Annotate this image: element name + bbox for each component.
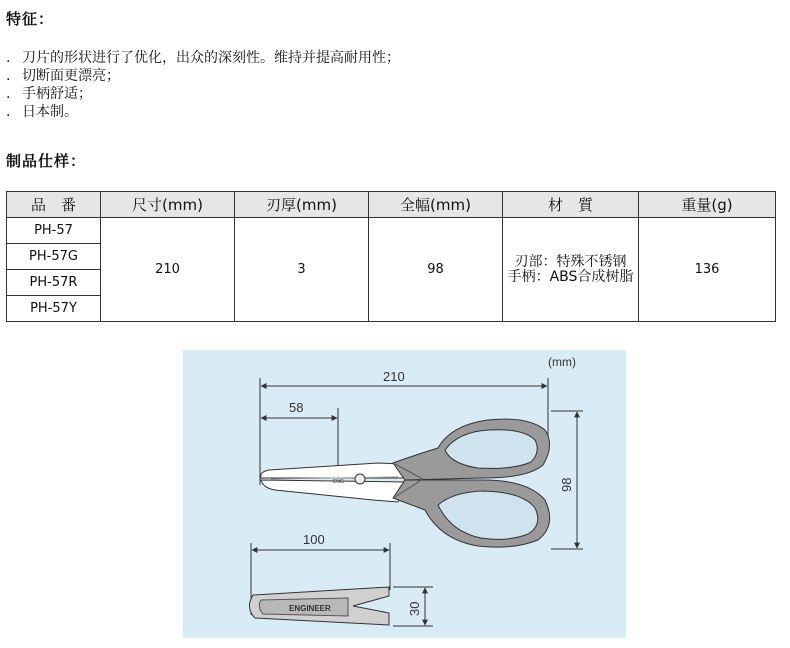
weight-cell: 136 <box>639 218 776 322</box>
pivot-screw <box>355 474 365 484</box>
column-header-thickness: 刃厚(mm) <box>235 192 369 218</box>
column-header-weight: 重量(g) <box>639 192 776 218</box>
feature-text: 日本制。 <box>22 104 78 120</box>
dimension-label-30: 30 <box>407 601 422 616</box>
column-header-size: 尺寸(mm) <box>101 192 235 218</box>
model-cell: PH-57Y <box>7 296 101 322</box>
size-cell: 210 <box>101 218 235 322</box>
model-cell: PH-57 <box>7 218 101 244</box>
list-item <box>6 85 400 103</box>
feature-text: 刀片的形状进行了优化，出众的深刻性。维持并提高耐用性； <box>22 50 400 66</box>
table-row <box>7 218 776 244</box>
list-bullet: . <box>6 50 11 66</box>
feature-list <box>6 49 400 121</box>
thickness-cell: 3 <box>235 218 369 322</box>
features-heading: 特征： <box>6 10 55 28</box>
unit-label: (mm) <box>548 355 576 369</box>
table-header-row <box>7 192 776 218</box>
material-handle: 手柄：ABS合成树脂 <box>507 268 634 285</box>
feature-text: 切断面更漂亮； <box>22 68 120 84</box>
width-cell: 98 <box>369 218 503 322</box>
dimension-label-58: 58 <box>289 400 304 415</box>
sheath-brand-label: ENGINEER <box>289 604 331 613</box>
dimension-label-100: 100 <box>303 532 325 547</box>
spec-heading: 制品仕样： <box>6 152 87 170</box>
dimension-diagram <box>183 350 626 638</box>
material-cell <box>503 218 639 322</box>
list-item <box>6 49 400 67</box>
material-blade: 刃部：特殊不锈钢 <box>514 253 627 270</box>
dimension-label-210: 210 <box>383 369 405 384</box>
list-bullet: . <box>6 104 11 120</box>
dimension-label-98: 98 <box>559 477 574 492</box>
scissors-upper-blade <box>261 463 405 478</box>
list-item <box>6 103 400 121</box>
scissors-drawing <box>183 350 626 638</box>
column-header-model: 品 番 <box>7 192 101 218</box>
model-cell: PH-57G <box>7 244 101 270</box>
column-header-width: 全幅(mm) <box>369 192 503 218</box>
list-bullet: . <box>6 68 11 84</box>
spec-table <box>6 191 776 322</box>
list-item <box>6 67 400 85</box>
model-cell: PH-57R <box>7 270 101 296</box>
feature-text: 手柄舒适； <box>22 86 92 102</box>
svg-text:ENG: ENG <box>333 479 344 485</box>
column-header-material: 材 質 <box>503 192 639 218</box>
list-bullet: . <box>6 86 11 102</box>
